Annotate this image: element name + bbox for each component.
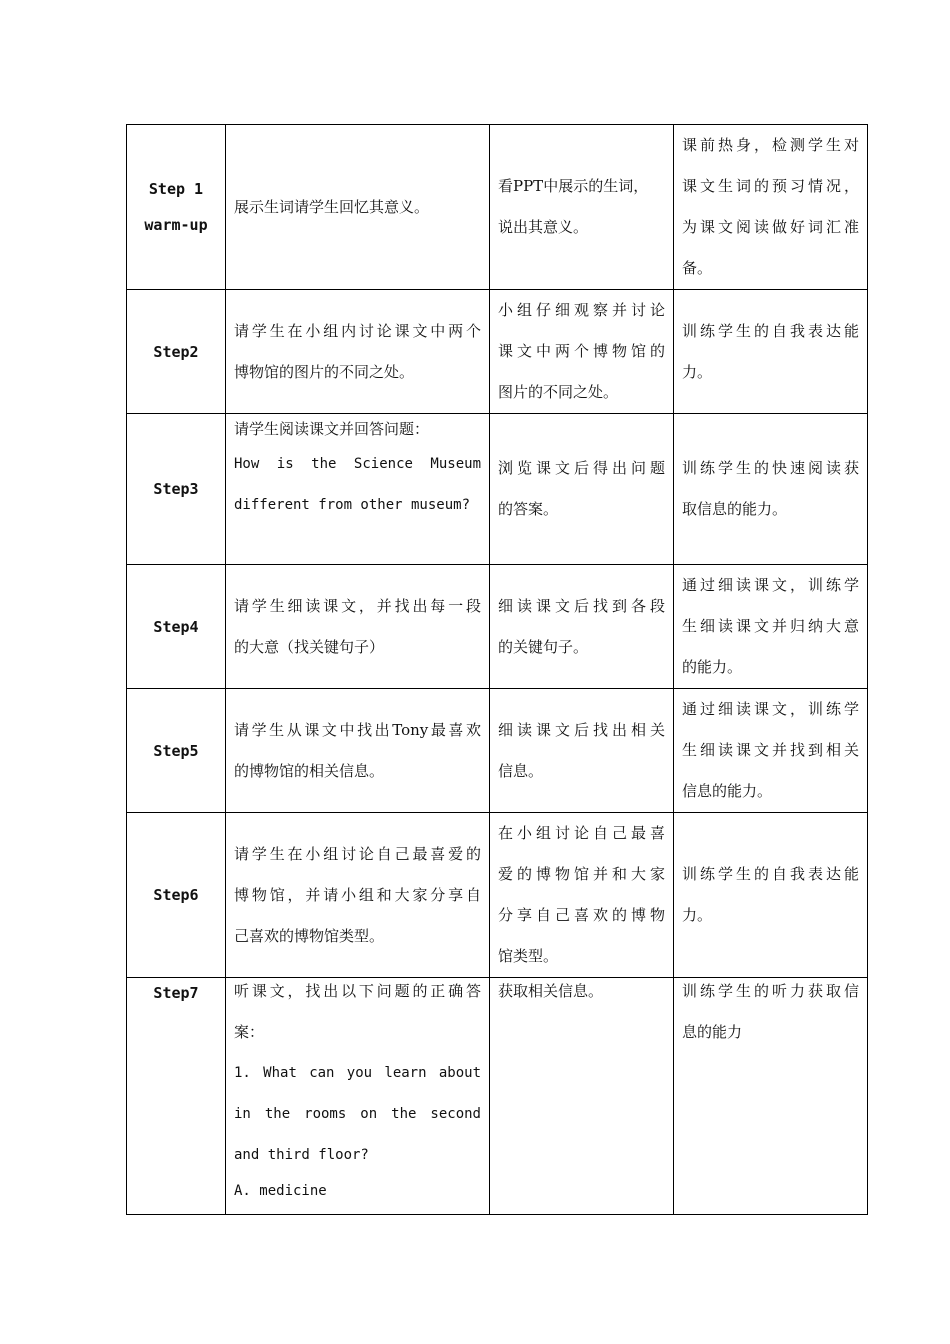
teacher-activity-line: 己喜欢的博物馆类型。 [234,926,385,945]
teacher-activity-line: 的博物馆的相关信息。 [234,761,385,780]
teacher-activity-line: 请学生细读课文，并找出每一段 [234,596,481,615]
purpose-cell [674,414,868,565]
purpose-cell [674,978,868,1215]
student-activity-line: 图片的不同之处。 [498,383,619,401]
student-activity-line: 在小组讨论自己最喜 [498,824,665,842]
teacher-activity-line: 听课文，找出以下问题的正确答 [234,982,481,1000]
purpose-cell [674,290,868,414]
lesson-plan-table [126,124,868,1215]
table-row [127,125,868,290]
teacher-activity-line: How is the Science Museum [234,456,481,472]
purpose-line: 通过细读课文，训练学 [682,700,859,718]
purpose-cell [674,565,868,689]
teacher-activity-cell [226,813,490,978]
teacher-activity-cell [226,414,490,565]
purpose-line: 力。 [682,362,713,381]
teacher-activity-cell [226,689,490,813]
teacher-activity-line: A. medicine [234,1183,327,1199]
step-cell [127,290,226,414]
step-cell [127,813,226,978]
purpose-line: 生细读课文并归纳大意 [682,617,859,635]
student-activity-cell [490,125,674,290]
purpose-line: 课前热身，检测学生对 [682,136,859,154]
student-activity-cell [490,813,674,978]
step-label: Step 1 [148,180,204,198]
purpose-line: 备。 [682,259,713,277]
step-sublabel: warm-up [144,216,208,234]
table-row [127,813,868,978]
student-activity-line: 馆类型。 [498,947,559,965]
student-activity-line: 的答案。 [498,500,559,518]
teacher-activity-text: 展示生词请学生回忆其意义。 [234,197,430,216]
step-label: Step7 [153,984,199,1002]
purpose-line: 信息的能力。 [682,782,773,800]
step-label: Step2 [153,342,199,361]
table-row [127,689,868,813]
teacher-activity-line: 请学生在小组内讨论课文中两个 [234,321,481,340]
student-activity-line: 小组仔细观察并讨论 [498,301,665,319]
teacher-activity-line: 请学生在小组讨论自己最喜爱的 [234,844,481,863]
step-cell [127,978,226,1215]
table-row [127,978,868,1215]
student-activity-line: 分享自己喜欢的博物 [498,906,665,924]
teacher-activity-line: and third floor? [234,1147,369,1163]
teacher-activity-line: 博物馆的图片的不同之处。 [234,362,415,381]
purpose-line: 力。 [682,906,713,924]
step-label: Step3 [153,480,199,498]
student-activity-line: 的关键句子。 [498,637,589,656]
teacher-activity-cell [226,565,490,689]
student-activity-line: 看PPT中展示的生词， [498,177,649,195]
student-activity-line: 说出其意义。 [498,218,589,236]
purpose-line: 通过细读课文，训练学 [682,576,859,594]
student-activity-cell [490,290,674,414]
student-activity-cell [490,414,674,565]
student-activity-line: 课文中两个博物馆的 [498,342,665,360]
purpose-cell [674,125,868,290]
student-activity-line: 信息。 [498,761,544,780]
teacher-activity-cell [226,978,490,1215]
purpose-line: 的能力。 [682,658,743,676]
teacher-activity-cell [226,125,490,290]
teacher-activity-line: 博物馆，并请小组和大家分享自 [234,885,481,904]
student-activity-cell [490,978,674,1215]
step-cell [127,414,226,565]
teacher-activity-cell [226,290,490,414]
step-cell [127,125,226,290]
step-label: Step4 [153,617,199,636]
student-activity-line: 爱的博物馆并和大家 [498,865,665,883]
purpose-line: 训练学生的听力获取信 [682,982,859,1000]
purpose-line: 生细读课文并找到相关 [682,741,859,759]
student-activity-line: 获取相关信息。 [498,982,604,1000]
step-label: Step5 [153,741,199,760]
student-activity-line: 细读课文后找到各段 [498,596,665,615]
purpose-line: 训练学生的快速阅读获 [682,459,859,477]
teacher-activity-line: 案： [234,1023,265,1041]
purpose-line: 训练学生的自我表达能 [682,865,859,883]
purpose-line: 训练学生的自我表达能 [682,321,859,340]
teacher-activity-line: different from other museum? [234,497,471,513]
table-row [127,565,868,689]
table-row [127,414,868,565]
teacher-activity-line: 的大意（找关键句子） [234,637,385,656]
purpose-line: 为课文阅读做好词汇准 [682,218,859,236]
teacher-activity-line: in the rooms on the second [234,1106,481,1122]
step-cell [127,689,226,813]
student-activity-line: 浏览课文后得出问题 [498,459,665,477]
teacher-activity-line: 请学生从课文中找出Tony最喜欢 [234,720,481,739]
purpose-line: 取信息的能力。 [682,500,788,518]
purpose-line: 息的能力 [682,1023,743,1041]
teacher-activity-line: 请学生阅读课文并回答问题： [234,420,430,438]
student-activity-cell [490,565,674,689]
step-label: Step6 [153,886,199,904]
step-cell [127,565,226,689]
student-activity-cell [490,689,674,813]
student-activity-line: 细读课文后找出相关 [498,720,665,739]
purpose-cell [674,689,868,813]
purpose-cell [674,813,868,978]
table-row [127,290,868,414]
purpose-line: 课文生词的预习情况， [682,177,859,195]
teacher-activity-line: 1. What can you learn about [234,1065,481,1081]
